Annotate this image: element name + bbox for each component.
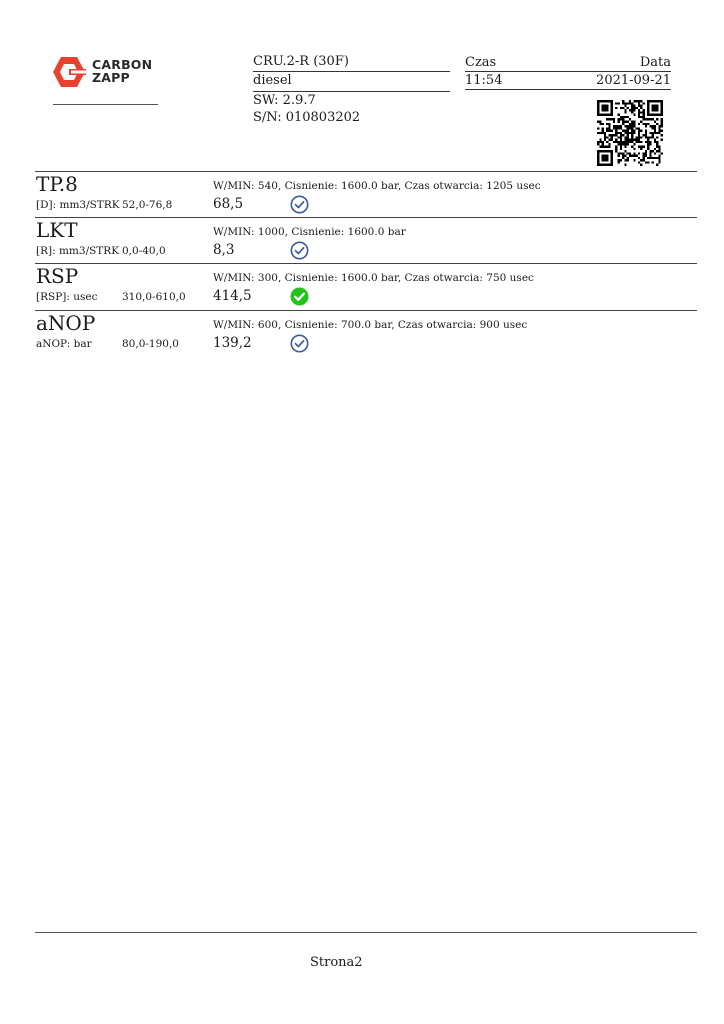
test-unit: aNOP: bar [36,338,92,350]
test-value: 414,5 [213,288,252,304]
test-conditions: W/MIN: 300, Cisnienie: 1600.0 bar, Czas otwarcia: 750 usec [213,272,534,284]
test-unit: [D]: mm3/STRK [36,199,120,211]
test-name: RSP [36,264,79,288]
test-range: 0,0-40,0 [122,245,166,257]
qr-code [597,100,663,166]
test-range: 52,0-76,8 [122,199,173,211]
footer-line [35,932,697,933]
test-name: TP.8 [36,172,78,196]
logo-line1: CARBON [92,57,153,72]
check-circle-icon [290,241,309,264]
device-sw: SW: 2.9.7 [253,93,316,108]
test-value: 139,2 [213,335,252,351]
test-conditions: W/MIN: 1000, Cisnienie: 1600.0 bar [213,226,406,238]
device-model: CRU.2-R (30F) [253,54,349,69]
date-label: Data [639,55,671,70]
test-name: aNOP [36,311,96,335]
test-conditions: W/MIN: 540, Cisnienie: 1600.0 bar, Czas otwarcia: 1205 usec [213,180,541,192]
row-separator [35,217,697,218]
test-unit: [R]: mm3/STRK [36,245,120,257]
test-value: 8,3 [213,242,235,258]
signature-line [53,104,158,105]
test-conditions: W/MIN: 600, Cisnienie: 700.0 bar, Czas otwarcia: 900 usec [213,319,528,331]
model-underline [253,71,450,72]
carbon-zapp-logo [52,56,162,88]
fuel-underline [253,91,450,92]
row-separator [35,171,697,172]
test-range: 80,0-190,0 [122,338,179,350]
page-number: Strona2 [310,955,363,970]
check-circle-icon [290,195,309,218]
time-label: Czas [465,55,497,70]
check-circle-icon [290,334,309,357]
test-range: 310,0-610,0 [122,291,186,303]
row-separator [35,310,697,311]
date-value: 2021-09-21 [596,73,671,88]
time-value: 11:54 [465,73,503,88]
test-unit: [RSP]: usec [36,291,98,303]
test-value: 68,5 [213,196,244,212]
logo-line2: ZAPP [92,70,130,85]
device-sn: S/N: 010803202 [253,110,361,125]
check-filled-icon [290,287,309,310]
test-name: LKT [36,218,78,242]
device-fuel: diesel [253,73,292,88]
logo-wordmark [92,58,152,84]
time-date-value-line [465,89,671,90]
row-separator [35,263,697,264]
time-date-header-line [465,71,671,72]
logo-mark-icon [52,56,86,88]
